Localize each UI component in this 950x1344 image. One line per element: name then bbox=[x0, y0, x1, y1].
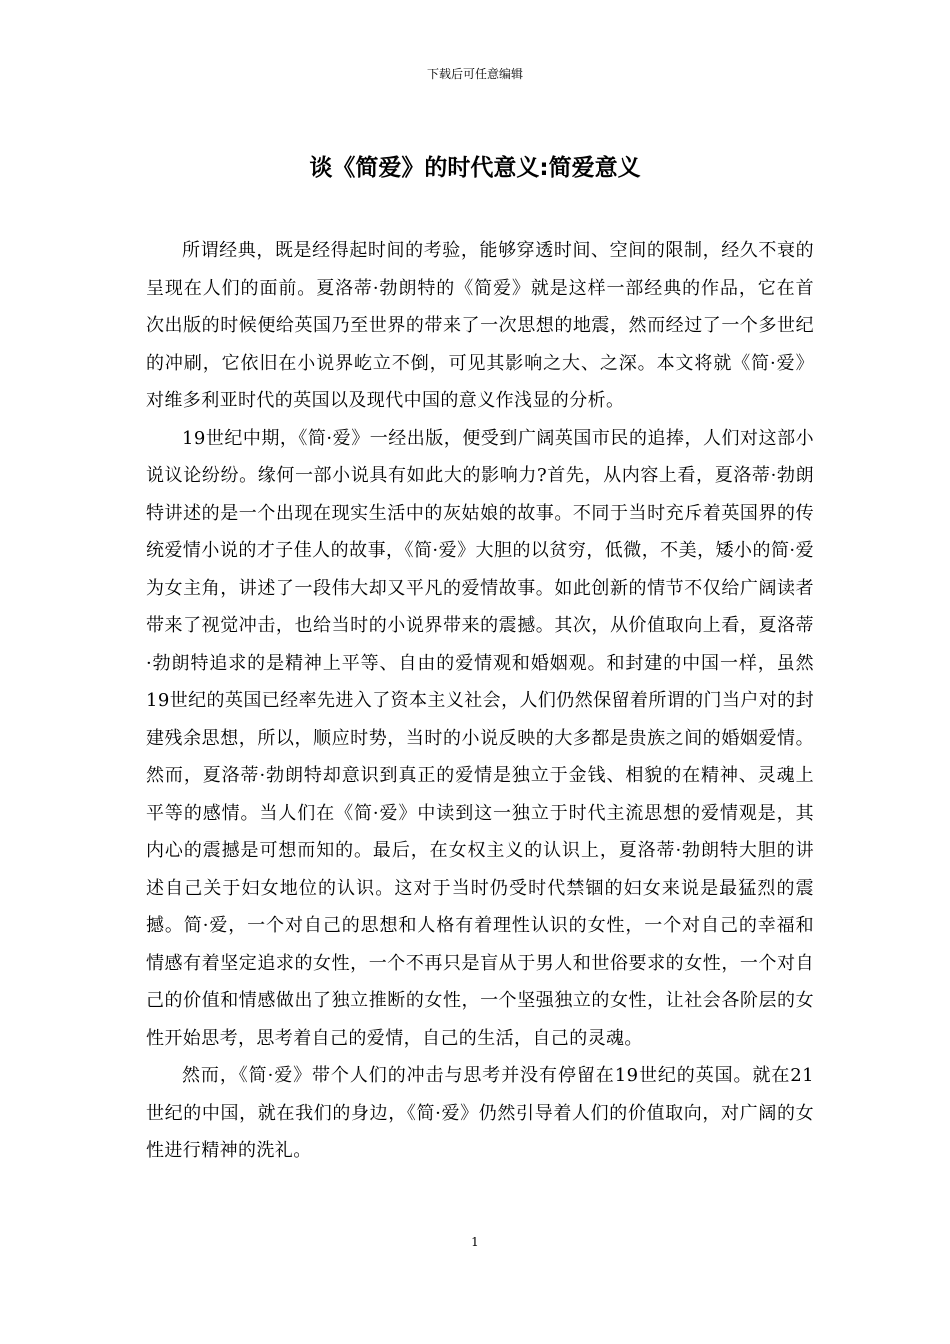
paragraph: 所谓经典，既是经得起时间的考验，能够穿透时间、空间的限制，经久不衰的呈现在人们的面前。夏洛蒂·勃朗特的《简爱》就是这样一部经典的作品，它在首次出版的时候便给英国乃至世界的带来了一次思想的地震，然而经过了一个多世纪的冲刷，它依旧在小说界屹立不倒，可见其影响之大、之深。本文将就《简·爱》对维多利亚时代的英国以及现代中国的意义作浅显的分析。 bbox=[146, 240, 814, 411]
paragraph: 19世纪中期，《简·爱》一经出版，便受到广阔英国市民的追捧，人们对这部小说议论纷纷。缘何一部小说具有如此大的影响力?首先，从内容上看，夏洛蒂·勃朗特讲述的是一个出现在现实生活中的灰姑娘的故事。不同于当时充斥着英国界的传统爱情小说的才子佳人的故事，《简·爱》大胆的以贫穷，低微，不美，矮小的简·爱为女主角，讲述了一段伟大却又平凡的爱情故事。如此创新的情节不仅给广阔读者带来了视觉冲击，也给当时的小说界带来的震撼。其次，从价值取向上看，夏洛蒂·勃朗特追求的是精神上平等、自由的爱情观和婚姻观。和封建的中国一样，虽然19世纪的英国已经率先进入了资本主义社会，人们仍然保留着所谓的门当户对的封建残余思想，所以，顺应时势，当时的小说反映的大多都是贵族之间的婚姻爱情。然而，夏洛蒂·勃朗特却意识到真正的爱情是独立于金钱、相貌的在精神、灵魂上平等的感情。当人们在《简·爱》中读到这一独立于时代主流思想的爱情观是，其内心的震撼是可想而知的。最后，在女权主义的认识上，夏洛蒂·勃朗特大胆的讲述自己关于妇女地位的认识。这对于当时仍受时代禁锢的妇女来说是最猛烈的震撼。简·爱，一个对自己的思想和人格有着理性认识的女性，一个对自己的幸福和情感有着坚定追求的女性，一个不再只是盲从于男人和世俗要求的女性，一个对自己的价值和情感做出了独立推断的女性，一个坚强独立的女性，让社会各阶层的女性开始思考，思考着自己的爱情，自己的生活，自己的灵魂。 bbox=[146, 427, 814, 1049]
document-title: 谈《简爱》的时代意义:简爱意义 bbox=[309, 155, 641, 181]
paragraph: 然而，《简·爱》带个人们的冲击与思考并没有停留在19世纪的英国。就在21世纪的中国，就在我们的身边，《简·爱》仍然引导着人们的价值取向，对广阔的女性进行精神的洗礼。 bbox=[146, 1065, 814, 1161]
page-number: 1 bbox=[471, 1235, 479, 1249]
document-body bbox=[146, 232, 814, 1170]
page-header: 下载后可任意编辑 bbox=[426, 67, 523, 81]
